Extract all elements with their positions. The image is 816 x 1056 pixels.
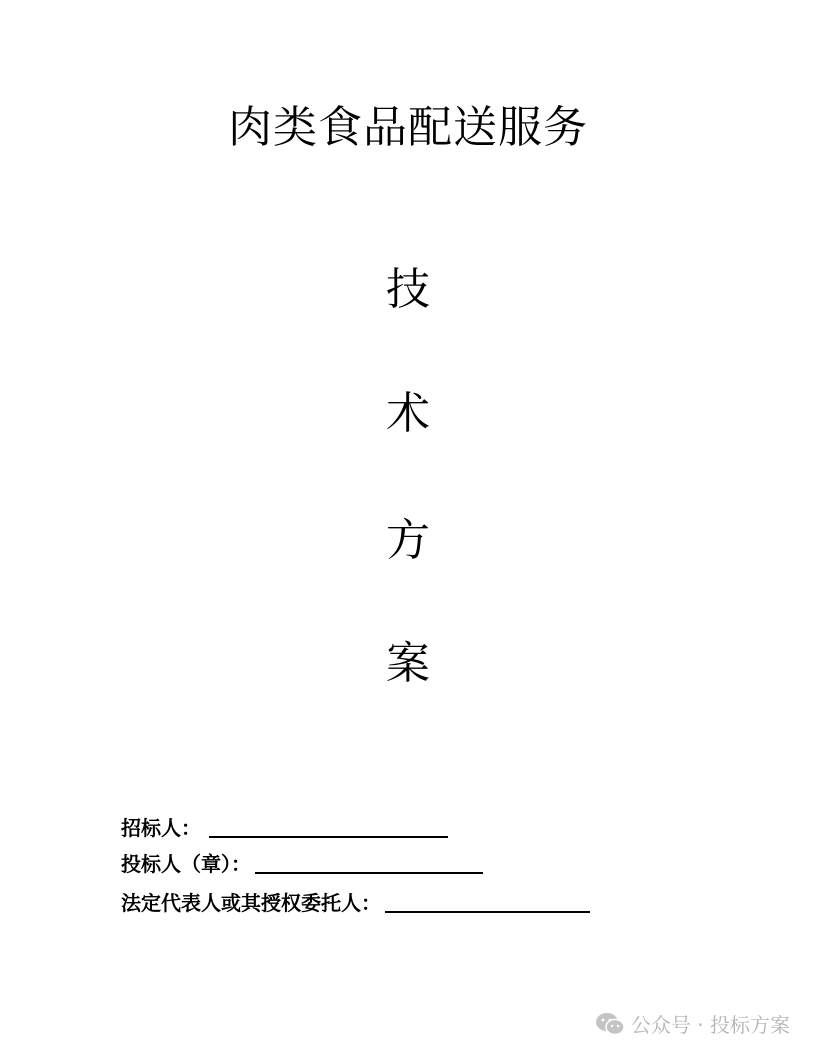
document-title: 肉类食品配送服务: [228, 102, 588, 153]
title-char-2: 术: [386, 388, 430, 439]
title-char-1: 技: [386, 264, 430, 315]
bidder-blank-line: [255, 852, 483, 874]
legal-rep-field: [121, 889, 590, 917]
tenderer-label: 招标人：: [121, 816, 201, 840]
legal-rep-label: 法定代表人或其授权委托人：: [121, 891, 381, 915]
bidder-field: [121, 850, 483, 878]
title-char-3: 方: [386, 515, 430, 566]
legal-rep-blank-line: [385, 891, 590, 913]
wechat-icon: [595, 1012, 625, 1036]
watermark-text: 公众号 · 投标方案: [630, 1013, 790, 1037]
tenderer-blank-line: [209, 816, 448, 838]
bidder-label: 投标人（章）：: [121, 852, 251, 876]
watermark: [595, 1009, 790, 1038]
tenderer-field: [121, 814, 448, 842]
title-char-4: 案: [386, 638, 430, 689]
